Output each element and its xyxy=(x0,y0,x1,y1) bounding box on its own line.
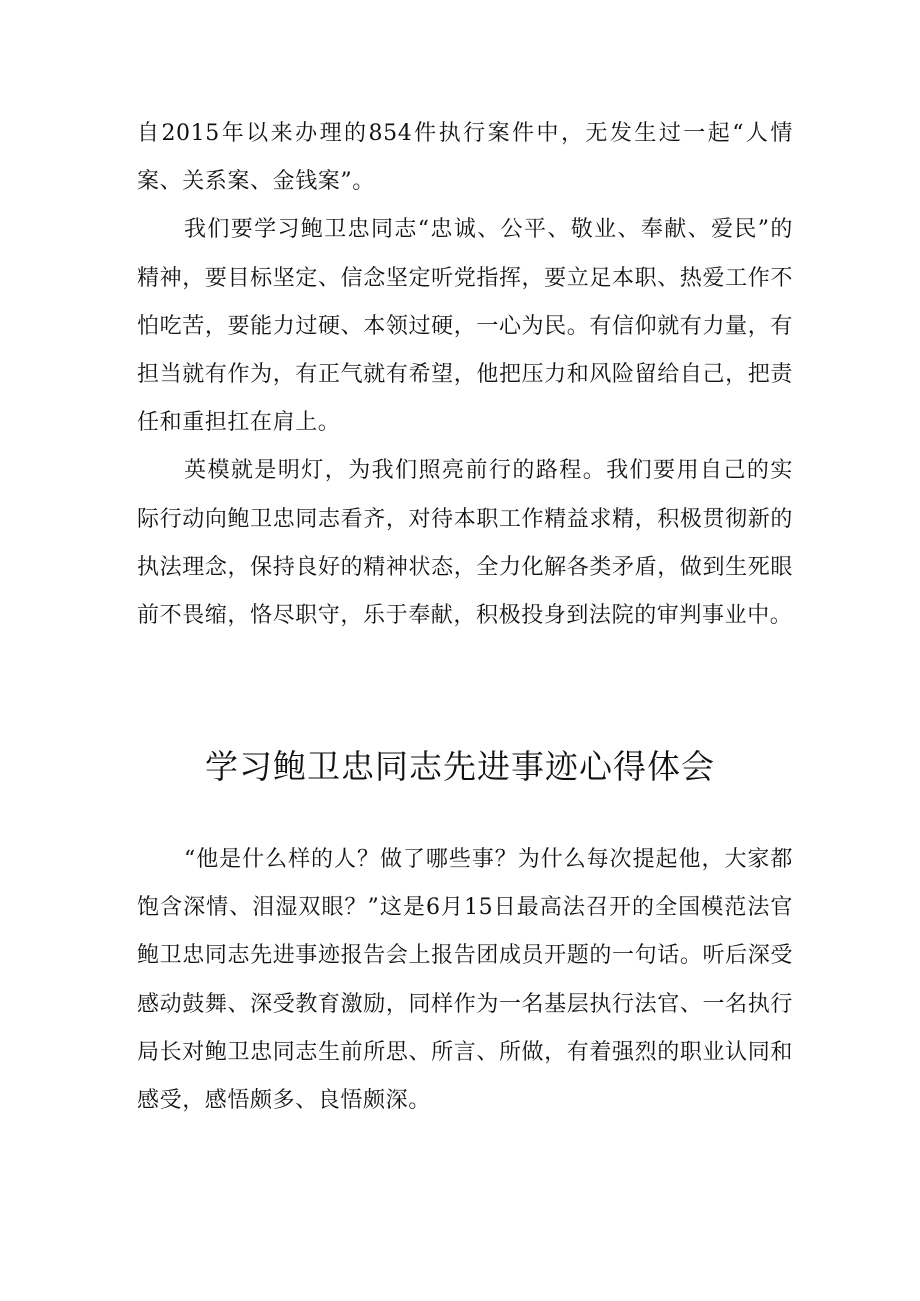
continued-paragraph: 自2015年以来办理的854件执行案件中，无发生过一起“人情案、关系案、金钱案”。 xyxy=(137,121,793,195)
section-title: 学习鲍卫忠同志先进事迹心得体会 xyxy=(205,747,715,786)
paragraph-role-model: 英模就是明灯，为我们照亮前行的路程。我们要用自己的实际行动向鲍卫忠同志看齐，对待本职工作精益求精，积极贯彻新的执法理念，保持良好的精神状态，全力化解各类矛盾，做到生死眼前不畏缩，恪尽职守，乐于奉献，积极投身到法院的审判事业中。 xyxy=(137,458,793,629)
paragraph-spirit: 我们要学习鲍卫忠同志“忠诚、公平、敬业、奉献、爱民”的精神，要目标坚定、信念坚定听党指挥，要立足本职、热爱工作不怕吃苦，要能力过硬、本领过硬，一心为民。有信仰就有力量，有担当就有作为，有正气就有希望，他把压力和风险留给自己，把责任和重担扛在肩上。 xyxy=(137,217,793,436)
article-body-top xyxy=(137,110,793,640)
section-opening-paragraph: “他是什么样的人？做了哪些事？为什么每次提起他，大家都饱含深情、泪湿双眼？”这是6月15日最高法召开的全国模范法官鲍卫忠同志先进事迹报告会上报告团成员开题的一句话。听后深受感动鼓舞、深受教育激励，同样作为一名基层执行法官、一名执行局长对鲍卫忠同志生前所思、所言、所做，有着强烈的职业认同和感受，感悟颇多、良悟颇深。 xyxy=(137,847,793,1114)
article-body-bottom xyxy=(137,836,793,1125)
